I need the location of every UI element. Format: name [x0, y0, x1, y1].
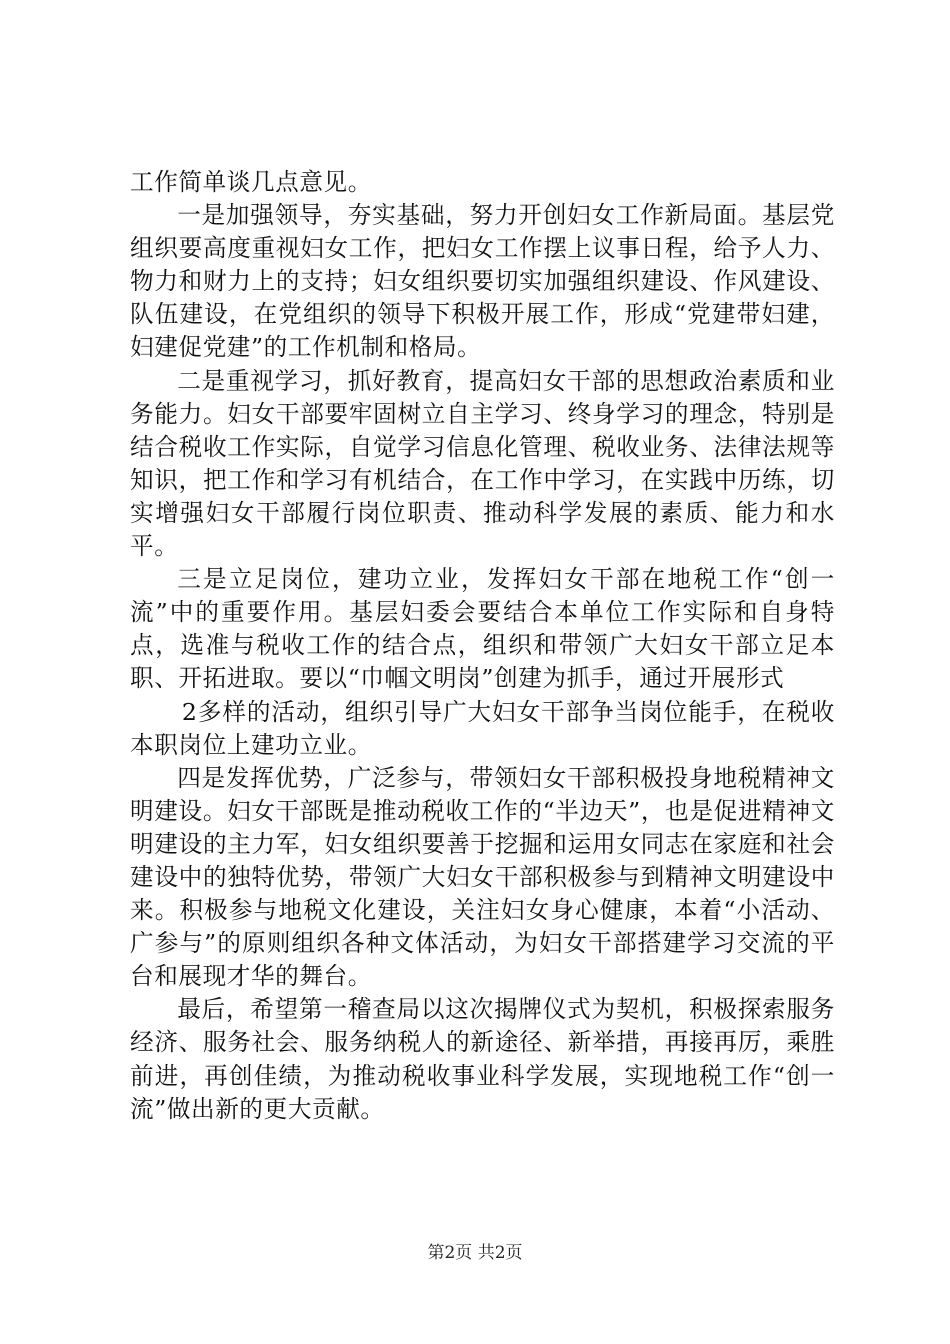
paragraph-point-four: 四是发挥优势，广泛参与，带领妇女干部积极投身地税精神文明建设。妇女干部既是推动税收工作的“半边天”，也是促进精神文明建设的主力军，妇女组织要善于挖掘和运用女同志在家庭和社会建设中的独特优势，带领广大妇女干部积极参与到精神文明建设中来。积极参与地税文化建设，关注妇女身心健康，本着“小活动、广参与”的原则组织各种文体活动，为妇女干部搭建学习交流的平台和展现才华的舞台。	[130, 763, 835, 991]
paragraph-point-three-continued: 2多样的活动，组织引导广大妇女干部争当岗位能手，在税收本职岗位上建功立业。	[130, 697, 835, 759]
paragraph-continuation: 工作简单谈几点意见。	[130, 168, 372, 196]
paragraph-point-three: 三是立足岗位，建功立业，发挥妇女干部在地税工作“创一流”中的重要作用。基层妇委会要结合本单位工作实际和自身特点，选准与税收工作的结合点，组织和带领广大妇女干部立足本职、开拓进取。要以“巾帼文明岗”创建为抓手，通过开展形式	[130, 565, 835, 693]
paragraph-point-two: 二是重视学习，抓好教育，提高妇女干部的思想政治素质和业务能力。妇女干部要牢固树立自主学习、终身学习的理念，特别是结合税收工作实际，自觉学习信息化管理、税收业务、法律法规等知识，把工作和学习有机结合，在工作中学习，在实践中历练，切实增强妇女干部履行岗位职责、推动科学发展的素质、能力和水平。	[130, 366, 835, 561]
page-number-footer: 第2页 共2页	[427, 1243, 523, 1263]
document-body	[130, 166, 835, 1126]
paragraph-closing: 最后，希望第一稽查局以这次揭牌仪式为契机，积极探索服务经济、服务社会、服务纳税人的新途径、新举措，再接再厉，乘胜前进，再创佳绩，为推动税收事业科学发展，实现地税工作“创一流”做出新的更大贡献。	[130, 995, 835, 1123]
paragraph-point-one: 一是加强领导，夯实基础，努力开创妇女工作新局面。基层党组织要高度重视妇女工作，把妇女工作摆上议事日程，给予人力、物力和财力上的支持；妇女组织要切实加强组织建设、作风建设、队伍建设，在党组织的领导下积极开展工作，形成“党建带妇建，妇建促党建”的工作机制和格局。	[130, 201, 835, 362]
